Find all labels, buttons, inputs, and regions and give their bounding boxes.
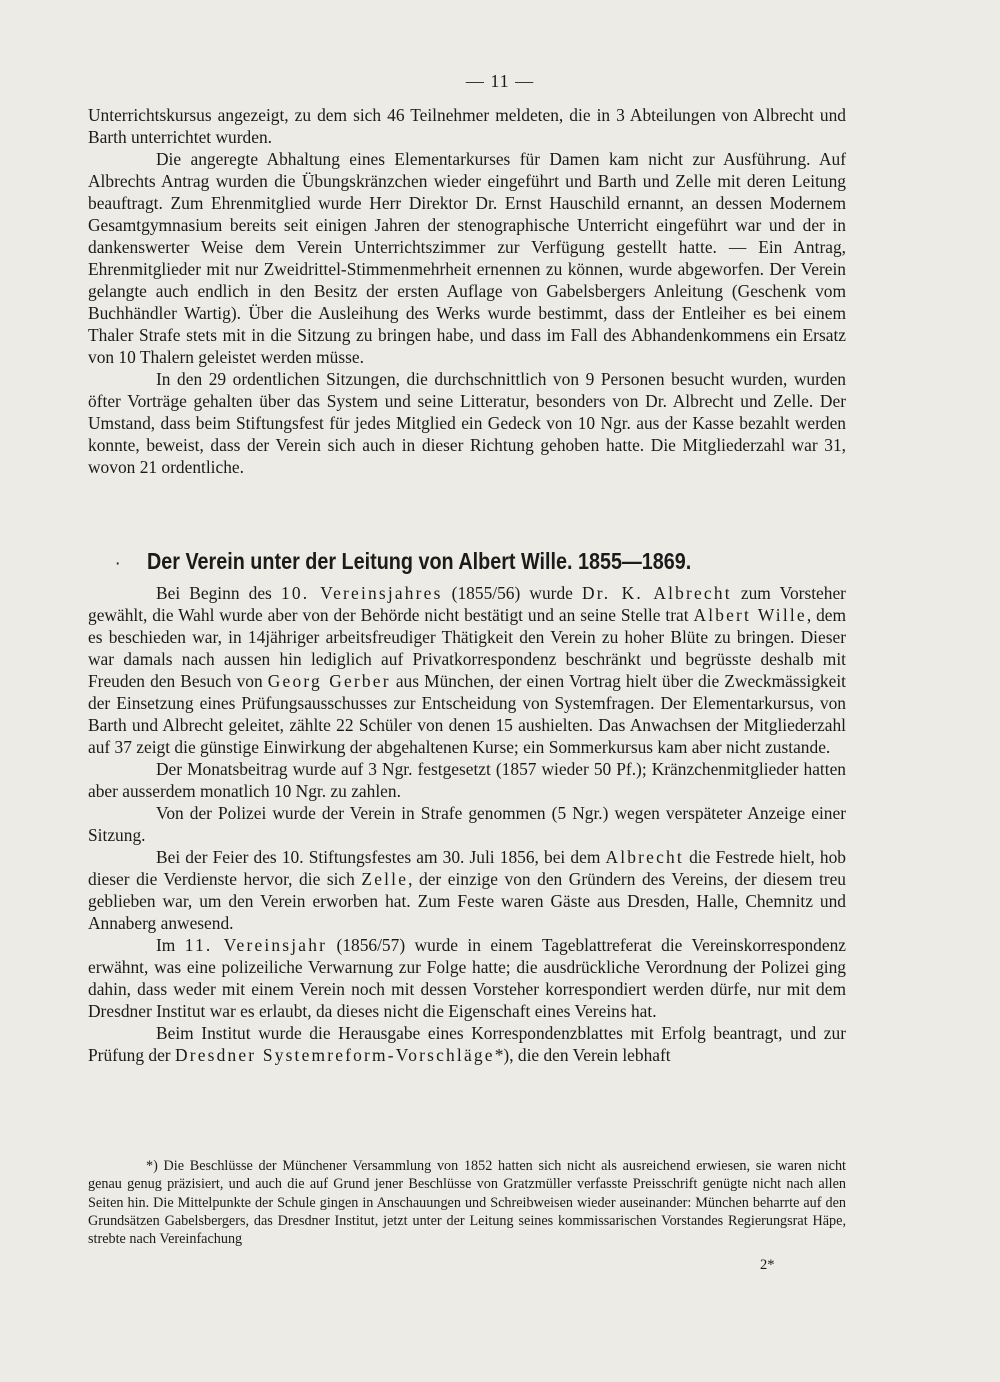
spaced-text: Albert Wille (693, 605, 807, 625)
section-heading (116, 548, 770, 575)
paragraph: In den 29 ordentlichen Sitzungen, die durchschnittlich von 9 Personen besucht wurden, wurden öfter Vorträge gehalten über das System und seine Litteratur, besonders von Dr. Albrecht und Zelle. Der Umstand, dass beim Stiftungsfest für jedes Mitglied ein Gedeck von 10 Ngr. aus der Kasse bezahlt werden konnte, beweist, dass der Verein sich auch in dieser Richtung gehoben hatte. Die Mitgliederzahl war 31, wovon 21 ordentliche. (88, 369, 846, 477)
text-block-section (88, 582, 846, 1066)
text-run: (1856/57) wurde in einem Tageblattreferat die Vereinskorrespondenz erwähnt, was eine polizeiliche Verwarnung zur Folge hatte; die ausdrückliche Verordnung der Polizei ging dahin, dass weder mit einem Verein noch mit dessen Vorsteher korrespondiert werden dürfe, nur mit dem Dresdner Institut war es erlaubt, da dieses nicht die Eigenschaft eines Vereins hat. (88, 935, 846, 1021)
paragraph (88, 846, 846, 934)
heading-bullet: · (116, 554, 121, 571)
text-run: die Festrede hielt, hob dieser die Verdienste hervor, die sich (88, 847, 846, 889)
spaced-text: 10. Vereinsjahres (280, 583, 443, 603)
section-heading-text: Der Verein unter der Leitung von Albert Wille. 1855—1869. (146, 548, 692, 574)
paragraph (88, 582, 846, 758)
text-run: , der einzige von den Gründern des Vereins, der diesem treu geblieben war, um den Verein erworben hat. Zum Feste waren Gäste aus Dresden, Halle, Chemnitz und Annaberg anwesend. (88, 869, 846, 933)
page-number: — 11 — (465, 71, 535, 91)
paragraph (88, 934, 846, 1022)
spaced-text: Dresdner Systemreform-Vorschläge (174, 1045, 495, 1065)
footnote-text: *) Die Beschlüsse der Münchener Versammlung von 1852 hatten sich nicht als ausreichend erwiesen, sie waren nicht genau genug präzisiert, und auch die auf Grund jener Beschlüsse von Gratzmüller verfasste Preisschrift genügte nicht nach allen Seiten hin. Die Mittelpunkte der Schule gingen in Anschauungen und Schreibweisen wieder auseinander: München beharrte auf den Grundsätzen Gabelsbergers, das Dresdner Institut, jetzt unter der Leitung seines kommissarischen Vorstandes Regierungsrat Häpe, strebte nach Vereinfachung (88, 1158, 846, 1248)
footnote (88, 1157, 846, 1248)
text-run: Bei der Feier des 10. Stiftungsfestes am 30. Juli 1856, bei dem (156, 847, 606, 867)
text-run: aus München, der einen Vortrag hielt über die Zweckmässigkeit der Einsetzung eines Prüfungsausschusses zur Entscheidung von Systemfragen. Der Elementarkursus, von Barth und Albrecht geleitet, zählte 22 Schüler von denen 15 aushielten. Das Anwachsen der Mitgliederzahl auf 37 zeigt die günstige Einwirkung der abgehaltenen Kurse; ein Sommerkursus kam aber nicht zustande. (88, 671, 846, 757)
spaced-text: 11. Vereinsjahr (184, 935, 328, 955)
text-run: zum Vorsteher gewählt, die Wahl wurde aber von der Behörde nicht bestätigt und an seine Stelle trat (88, 583, 846, 625)
text-run: Bei Beginn des (156, 583, 281, 603)
paragraph: Unterrichtskursus angezeigt, zu dem sich 46 Teilnehmer meldeten, die in 3 Abteilungen von Albrecht und Barth unterrichtet wurden. (88, 105, 846, 147)
paragraph (88, 1022, 846, 1066)
paragraph: Der Monatsbeitrag wurde auf 3 Ngr. festgesetzt (1857 wieder 50 Pf.); Kränzchenmitglieder hatten aber ausserdem monatlich 10 Ngr. zu zahlen. (88, 759, 846, 801)
paragraph: Von der Polizei wurde der Verein in Strafe genommen (5 Ngr.) wegen verspäteter Anzeige einer Sitzung. (88, 803, 846, 845)
text-run: , dem es beschieden war, in 14jähriger arbeitsfreudiger Thätigkeit den Verein zu hoher Blüte zu bringen. Dieser war damals nach aussen hin lediglich auf Privatkorrespondenz beschränkt und begrüsste deshalb mit Freuden den Besuch von (88, 605, 847, 691)
text-block-top (88, 104, 846, 478)
text-run: Im (156, 935, 185, 955)
sheet-signature-mark: 2* (760, 1257, 775, 1273)
text-run: (1855/56) wurde (442, 583, 582, 603)
text-run: Beim Institut wurde die Herausgabe eines Korrespondenzblattes mit Erfolg beantragt, und zur Prüfung der (88, 1023, 846, 1065)
spaced-text: Zelle (361, 869, 409, 889)
paragraph: Die angeregte Abhaltung eines Elementarkurses für Damen kam nicht zur Ausführung. Auf Albrechts Antrag wurden die Übungskränzchen wieder eingeführt und Barth und Zelle mit deren Leitung beauftragt. Zum Ehrenmitglied wurde Herr Direktor Dr. Ernst Hauschild ernannt, an dessen Modernem Gesamtgymnasium bereits seit einigen Jahren der stenographische Unterricht eingeführt war und der in dankenswerter Weise dem Verein Unterrichtszimmer zur Verfügung gestellt hatte. — Ein Antrag, Ehrenmitglieder mit nur Zweidrittel-Stimmenmehrheit ernennen zu können, wurde abgeworfen. Der Verein gelangte auch endlich in den Besitz der ersten Auflage von Gabelsbergers Anleitung (Geschenk vom Buchhändler Wartig). Über die Ausleihung des Werks wurde bestimmt, dass der Entleiher es bei einem Thaler Strafe stets mit in die Sitzung zu bringen habe, und dass im Fall des Abhandenkommens ein Ersatz von 10 Thalern geleistet werden müsse. (88, 149, 846, 367)
text-run: *), die den Verein lebhaft (494, 1045, 671, 1065)
spaced-text: Dr. K. Albrecht (581, 583, 732, 603)
spaced-text: Albrecht (605, 847, 684, 867)
spaced-text: Georg Gerber (267, 671, 391, 691)
